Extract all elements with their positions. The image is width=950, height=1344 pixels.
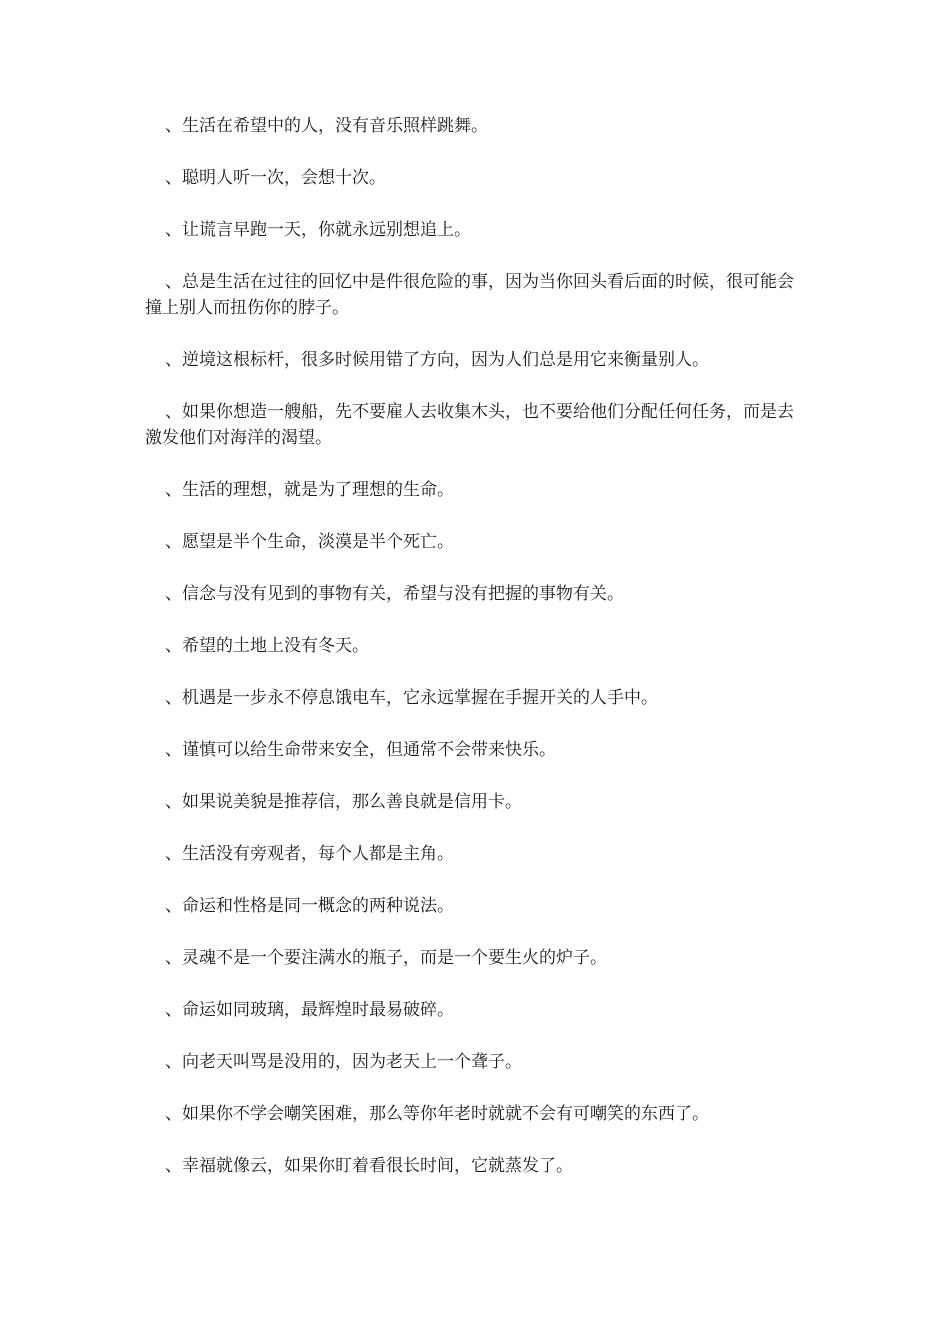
quote-paragraph: 、命运和性格是同一概念的两种说法。 [165, 896, 454, 916]
quote-paragraph: 、总是生活在过往的回忆中是件很危险的事，因为当你回头看后面的时候，很可能会撞上别人而扭伤你的脖子。 [145, 272, 794, 318]
quote-paragraph: 、信念与没有见到的事物有关，希望与没有把握的事物有关。 [165, 584, 624, 604]
quote-paragraph: 、灵魂不是一个要注满水的瓶子，而是一个要生火的炉子。 [165, 948, 607, 968]
quote-paragraph: 、让谎言早跑一天，你就永远别想追上。 [165, 220, 471, 240]
quote-paragraph: 、如果你想造一艘船，先不要雇人去收集木头，也不要给他们分配任何任务，而是去激发他们对海洋的渴望。 [145, 402, 794, 448]
quote-paragraph: 、生活在希望中的人，没有音乐照样跳舞。 [165, 116, 488, 136]
quote-paragraph: 、命运如同玻璃，最辉煌时最易破碎。 [165, 1000, 454, 1020]
quote-paragraph: 、机遇是一步永不停息饿电车，它永远掌握在手握开关的人手中。 [165, 688, 658, 708]
quote-paragraph: 、生活没有旁观者，每个人都是主角。 [165, 844, 454, 864]
quote-paragraph: 、谨慎可以给生命带来安全，但通常不会带来快乐。 [165, 740, 556, 760]
quote-paragraph: 、生活的理想，就是为了理想的生命。 [165, 480, 454, 500]
quote-paragraph: 、如果说美貌是推荐信，那么善良就是信用卡。 [165, 792, 522, 812]
quote-paragraph: 、幸福就像云，如果你盯着看很长时间，它就蒸发了。 [165, 1156, 573, 1176]
quote-paragraph: 、聪明人听一次，会想十次。 [165, 168, 386, 188]
quote-paragraph: 、希望的土地上没有冬天。 [165, 636, 369, 656]
quote-paragraph: 、如果你不学会嘲笑困难，那么等你年老时就就不会有可嘲笑的东西了。 [165, 1104, 709, 1124]
quote-list [145, 113, 805, 1179]
quote-paragraph: 、向老天叫骂是没用的，因为老天上一个聋子。 [165, 1052, 522, 1072]
quote-paragraph: 、愿望是半个生命，淡漠是半个死亡。 [165, 532, 454, 552]
quote-paragraph: 、逆境这根标杆，很多时候用错了方向，因为人们总是用它来衡量别人。 [165, 350, 709, 370]
